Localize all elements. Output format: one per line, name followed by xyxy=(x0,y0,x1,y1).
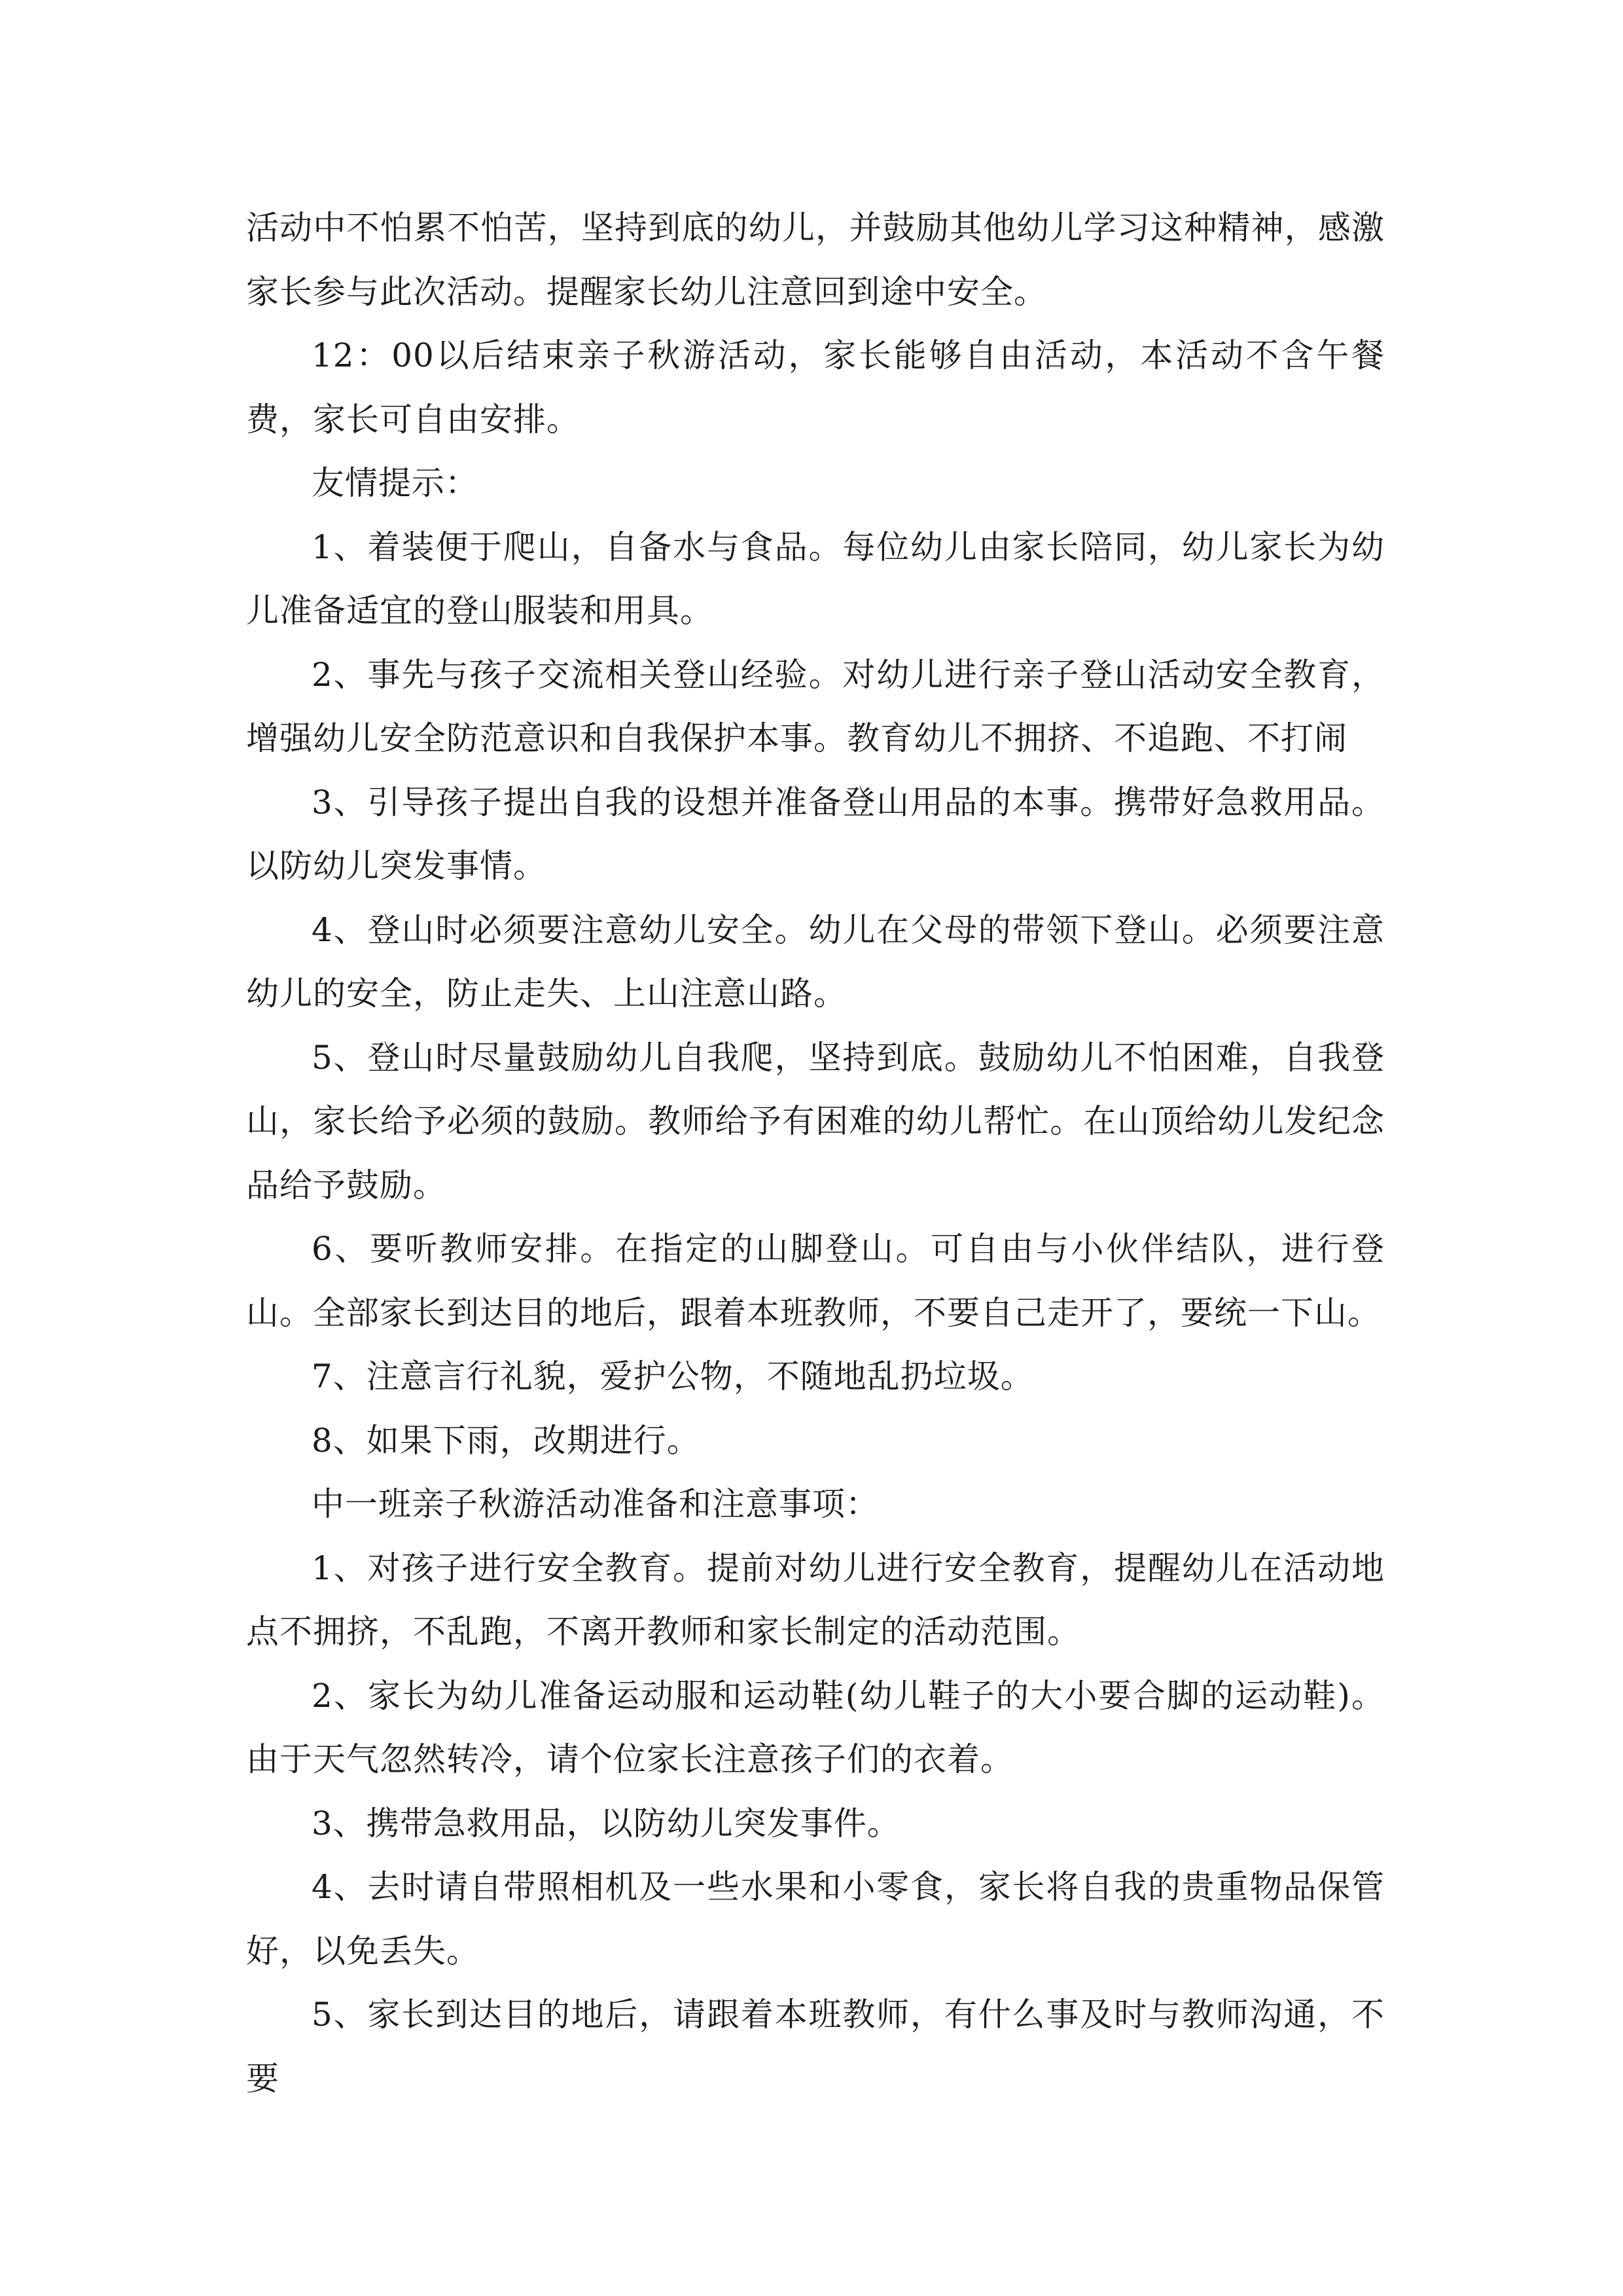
section-heading: 友情提示： xyxy=(312,464,478,502)
list-item: 4、登山时必须要注意幼儿安全。幼儿在父母的带领下登山。必须要注意幼儿的安全，防止走失、上山注意山路。 xyxy=(246,910,1385,1013)
list-item: 2、家长为幼儿准备运动服和运动鞋(幼儿鞋子的大小要合脚的运动鞋)。由于天气忽然转冷，请个位家长注意孩子们的衣着。 xyxy=(246,1676,1385,1778)
list-item: 4、去时请自带照相机及一些水果和小零食，家长将自我的贵重物品保管好，以免丢失。 xyxy=(246,1868,1385,1970)
list-item: 2、事先与孩子交流相关登山经验。对幼儿进行亲子登山活动安全教育，增强幼儿安全防范意识和自我保护本事。教育幼儿不拥挤、不追跑、不打闹 xyxy=(246,655,1385,757)
list-item: 3、携带急救用品，以防幼儿突发事件。 xyxy=(312,1804,901,1842)
paragraph: 12：00以后结束亲子秋游活动，家长能够自由活动，本活动不含午餐费，家长可自由安排。 xyxy=(246,336,1385,439)
list-item: 7、注意言行礼貌，爱护公物，不随地乱扔垃圾。 xyxy=(312,1357,1034,1395)
list-item: 3、引导孩子提出自我的设想并准备登山用品的本事。携带好急救用品。以防幼儿突发事情。 xyxy=(246,783,1385,885)
list-item: 1、对孩子进行安全教育。提前对幼儿进行安全教育，提醒幼儿在活动地点不拥挤，不乱跑，不离开教师和家长制定的活动范围。 xyxy=(246,1549,1385,1651)
list-item: 6、要听教师安排。在指定的山脚登山。可自由与小伙伴结队，进行登山。全部家长到达目的地后，跟着本班教师，不要自己走开了，要统一下山。 xyxy=(246,1230,1385,1332)
paragraph: 活动中不怕累不怕苦，坚持到底的幼儿，并鼓励其他幼儿学习这种精神，感激家长参与此次活动。提醒家长幼儿注意回到途中安全。 xyxy=(246,209,1385,311)
section-heading: 中一班亲子秋游活动准备和注意事项： xyxy=(312,1485,879,1523)
document-body xyxy=(246,196,1385,2111)
list-item: 8、如果下雨，改期进行。 xyxy=(312,1421,700,1460)
list-item: 5、家长到达目的地后，请跟着本班教师，有什么事及时与教师沟通，不要 xyxy=(246,1996,1385,2098)
list-item: 5、登山时尽量鼓励幼儿自我爬，坚持到底。鼓励幼儿不怕困难，自我登山，家长给予必须的鼓励。教师给予有困难的幼儿帮忙。在山顶给幼儿发纪念品给予鼓励。 xyxy=(246,1038,1385,1204)
list-item: 1、着装便于爬山，自备水与食品。每位幼儿由家长陪同，幼儿家长为幼儿准备适宜的登山服装和用具。 xyxy=(246,528,1385,630)
